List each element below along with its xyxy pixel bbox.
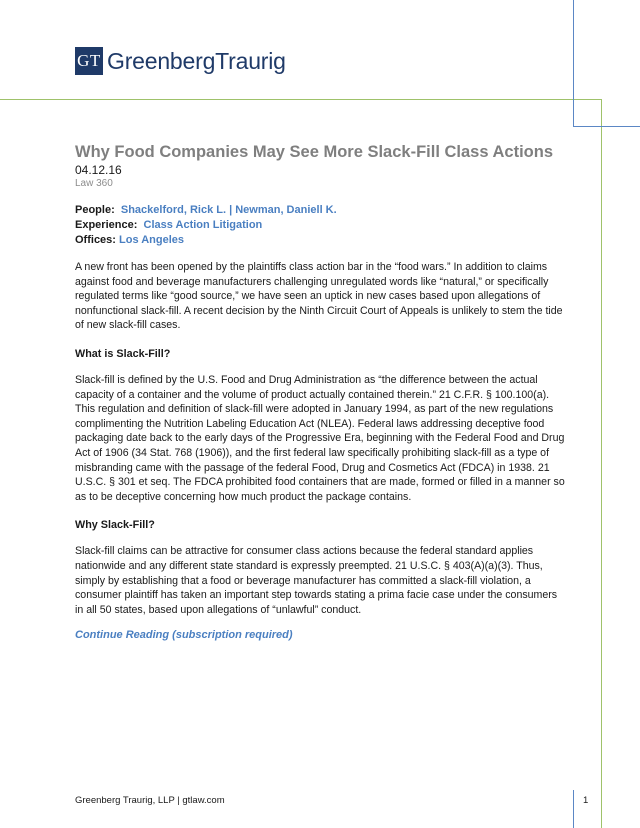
corner-rule-blue-vertical <box>573 0 574 127</box>
people-link[interactable]: Shackelford, Rick L. | Newman, Daniell K. <box>120 204 337 216</box>
continue-reading-link[interactable]: Continue Reading (subscription required) <box>75 629 293 642</box>
people-row: People: Shackelford, Rick L. | Newman, Daniell K. <box>75 204 337 216</box>
article-title: Why Food Companies May See More Slack-Fill Class Actions <box>75 143 554 161</box>
article-meta <box>75 203 565 248</box>
experience-label: Experience <box>75 219 134 231</box>
company-logo <box>75 47 286 75</box>
intro-paragraph: A new front has been opened by the plaintiffs class action bar in the “food wars.” In addition to claims against food and beverage manufacturers challenging unregulated words like “natural,” or specifically regulated terms like “good source,” we have seen an uptick in new cases based upon allegations of nonfunctional slack-fill. A recent decision by the Ninth Circuit Court of Appeals is unlikely to stem the tide of new slack-fill cases. <box>75 261 563 332</box>
article <box>75 142 565 641</box>
corner-rule-blue-horizontal <box>573 126 640 127</box>
people-label: People <box>75 204 112 216</box>
experience-link[interactable]: Class Action Litigation <box>143 219 263 231</box>
offices-row: Offices: Los Angeles <box>75 234 185 246</box>
experience-row: Experience: Class Action Litigation <box>75 219 263 231</box>
page-number: 1 <box>583 795 589 806</box>
section-body-what-is-slack-fill: Slack-fill is defined by the U.S. Food and Drug Administration as “the difference between the actual capacity of a container and the volume of product actually contained therein.” 21 C.F.R. § 100.100(a). This regulation and definition of slack-fill were adopted in January 1994, as part of the new regulations complimenting the Nutrition Labeling Education Act (NLEA). Federal laws addressing deceptive food packaging date back to the early days of the Progressive Era, beginning with the Federal Food and Drug Act of 1906 (34 Stat. 768 (1906)), and the first federal law specifically prohibiting slack-fill as a type of misbranding came with the passage of the federal Food, Drug and Cosmetics Act (FDCA) in 1938. 21 U.S.C. § 301 et seq. The FDCA prohibited food containers that are made, formed or filled in a manner so as to be deceptive concerning how much product the package contains. <box>75 373 565 503</box>
header-rule-green <box>0 99 602 100</box>
section-body-why-slack-fill: Slack-fill claims can be attractive for consumer class actions because the federal standard applies nationwide and any different state standard is expressly preempted. 21 U.S.C. § 403(A)(a)(3). Thus, simply by establishing that a food or beverage manufacturer has committed a slack-fill violation, a consumer plaintiff has taken an important step towards stating a prima facie case under the consumers in all 50 states, based upon allegations of “unlawful” conduct. <box>75 545 558 616</box>
article-date: 04.12.16 <box>75 163 122 177</box>
section-heading-why-slack-fill: Why Slack-Fill? <box>75 519 155 532</box>
right-rule-green <box>601 99 602 828</box>
logo-mark: GT <box>75 47 103 75</box>
offices-label: Offices <box>75 234 113 246</box>
logo-wordmark: GreenbergTraurig <box>107 47 286 74</box>
footer-text: Greenberg Traurig, LLP | gtlaw.com <box>75 795 225 806</box>
offices-link[interactable]: Los Angeles <box>119 234 185 246</box>
section-heading-what-is-slack-fill: What is Slack-Fill? <box>75 347 171 360</box>
footer-rule-blue <box>573 790 574 828</box>
article-source: Law 360 <box>75 178 113 189</box>
